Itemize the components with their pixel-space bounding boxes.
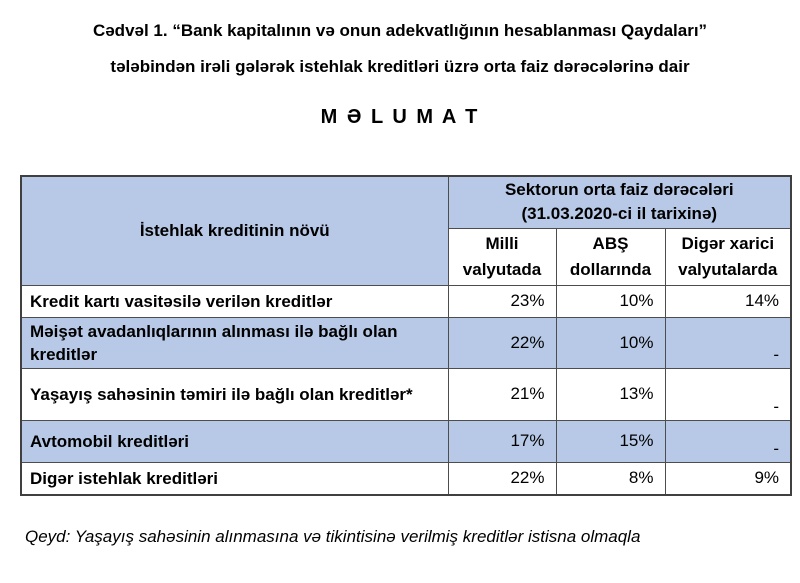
column-header-national-currency (448, 228, 556, 285)
rate-national: 23% (448, 285, 556, 317)
document-title (0, 0, 800, 85)
column-header-credit-type: İstehlak kreditinin növü (21, 176, 448, 285)
national-currency-line-2: valyutada (462, 259, 542, 279)
row-label: Avtomobil kreditləri (21, 420, 448, 462)
rate-other: - (665, 368, 791, 420)
table-row-household-appliances (21, 317, 791, 368)
other-currencies-line-1: Digər xarici (681, 233, 775, 253)
table-row-other-consumer-loans (21, 462, 791, 495)
sector-rates-header-line-1: Sektorun orta faiz dərəcələri (504, 180, 734, 200)
rate-usd: 13% (556, 368, 665, 420)
table-row-credit-card (21, 285, 791, 317)
row-label: Kredit kartı vasitəsilə verilən kreditlər (21, 285, 448, 317)
interest-rates-table (20, 175, 792, 496)
footnote: Qeyd: Yaşayış sahəsinin alınmasına və tikintisinə verilmiş kreditlər istisna olmaqla (25, 527, 641, 546)
usd-line-2: dollarında (569, 259, 652, 279)
table-row-auto-loans (21, 420, 791, 462)
rate-other: 9% (665, 462, 791, 495)
column-header-sector-rates (448, 176, 791, 228)
national-currency-line-1: Milli (485, 233, 519, 253)
header-row-group (21, 176, 791, 228)
rate-usd: 10% (556, 285, 665, 317)
usd-line-1: ABŞ (592, 233, 629, 253)
table-row-housing-repair (21, 368, 791, 420)
melumat-heading: M Ə L U M A T (320, 106, 480, 128)
rate-usd: 10% (556, 317, 665, 368)
row-label: Digər istehlak kreditləri (21, 462, 448, 495)
row-label: Yaşayış sahəsinin təmiri ilə bağlı olan kreditlər* (21, 368, 448, 420)
title-line-2: tələbindən irəli gələrək istehlak kreditləri üzrə orta faiz dərəcələrinə dair (110, 57, 690, 76)
rate-national: 21% (448, 368, 556, 420)
column-header-other-currencies (665, 228, 791, 285)
rate-other: - (665, 317, 791, 368)
column-header-usd (556, 228, 665, 285)
rate-usd: 15% (556, 420, 665, 462)
rate-national: 22% (448, 317, 556, 368)
title-line-1: Cədvəl 1. “Bank kapitalının və onun adekvatlığının hesablanması Qaydaları” (92, 21, 708, 40)
rate-national: 17% (448, 420, 556, 462)
rate-national: 22% (448, 462, 556, 495)
other-currencies-line-2: valyutalarda (678, 259, 778, 279)
rate-other: - (665, 420, 791, 462)
rate-other: 14% (665, 285, 791, 317)
rate-usd: 8% (556, 462, 665, 495)
sector-rates-header-line-2: (31.03.2020-ci il tarixinə) (521, 204, 718, 224)
row-label: Məişət avadanlıqlarının alınması ilə bağlı olan kreditlər (21, 317, 448, 368)
